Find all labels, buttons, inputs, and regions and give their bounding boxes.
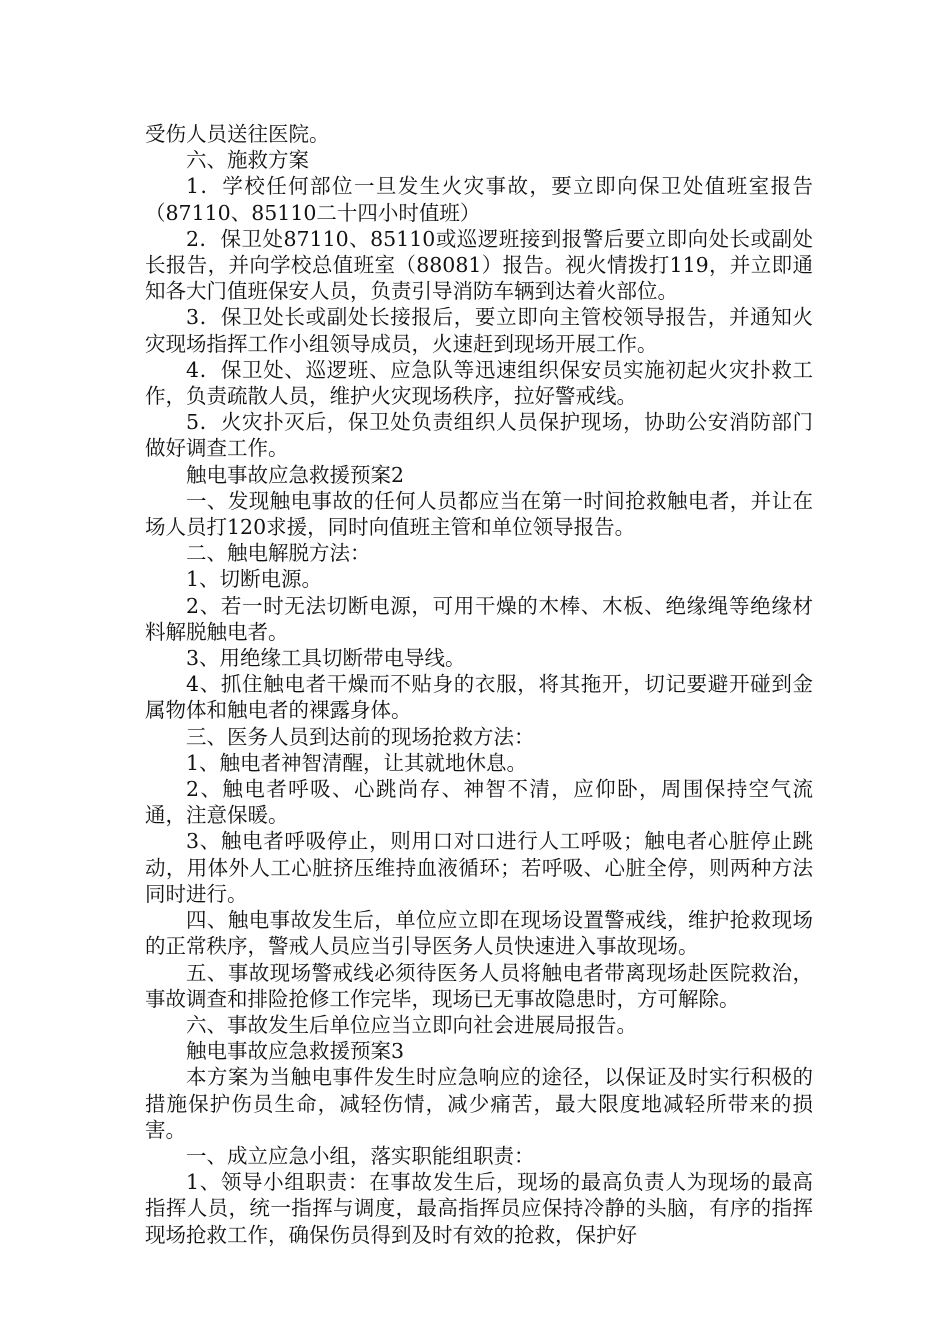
paragraph: 1、触电者神智清醒，让其就地休息。 bbox=[186, 750, 528, 775]
paragraph: 2．保卫处87110、85110或巡逻班接到报警后要立即向处长或副处长报告，并向学校总值班室（88081）报告。视火情拨打119，并立即通知各大门值班保安人员，负责引导消防车辆到达着火部位。 bbox=[145, 226, 813, 304]
paragraph: 本方案为当触电事件发生时应急响应的途径，以保证及时实行积极的措施保护伤员生命，减轻伤情，减少痛苦，最大限度地减轻所带来的损害。 bbox=[145, 1065, 813, 1142]
paragraph: 三、医务人员到达前的现场抢救方法： bbox=[186, 724, 535, 749]
paragraph: 1、领导小组职责：在事故发生后，现场的最高负责人为现场的最高指挥人员，统一指挥与调度，最高指挥员应保持冷静的头脑，有序的指挥现场抢救工作，确保伤员得到及时有效的抢救，保护好 bbox=[145, 1170, 813, 1247]
paragraph: 3、触电者呼吸停止，则用口对口进行人工呼吸；触电者心脏停止跳动，用体外人工心脏挤压维持血液循环；若呼吸、心脏全停，则两种方法同时进行。 bbox=[145, 829, 813, 906]
paragraph: 1．学校任何部位一旦发生火灾事故，要立即向保卫处值班室报告（87110、85110二十四小时值班） bbox=[145, 174, 813, 225]
paragraph: 触电事故应急救援预案2 bbox=[186, 462, 405, 487]
paragraph: 4、抓住触电者干燥而不贴身的衣服，将其拖开，切记要避开碰到金属物体和触电者的裸露身体。 bbox=[145, 672, 813, 723]
document-page bbox=[145, 121, 813, 1248]
paragraph: 一、成立应急小组，落实职能组职责： bbox=[186, 1143, 535, 1168]
paragraph: 一、发现触电事故的任何人员都应当在第一时间抢救触电者，并让在场人员打120求援，同时向值班主管和单位领导报告。 bbox=[145, 488, 813, 540]
paragraph: 六、施救方案 bbox=[186, 148, 309, 173]
paragraph: 二、触电解脱方法： bbox=[186, 541, 371, 566]
paragraph: 六、事故发生后单位应当立即向社会进展局报告。 bbox=[186, 1012, 637, 1037]
paragraph: 1、切断电源。 bbox=[186, 567, 323, 592]
paragraph: 2、触电者呼吸、心跳尚存、神智不清，应仰卧，周围保持空气流通，注意保暖。 bbox=[145, 777, 813, 828]
paragraph: 2、若一时无法切断电源，可用干燥的木棒、木板、绝缘绳等绝缘材料解脱触电者。 bbox=[145, 593, 813, 644]
paragraph: 3、用绝缘工具切断带电导线。 bbox=[186, 646, 466, 671]
paragraph: 4．保卫处、巡逻班、应急队等迅速组织保安员实施初起火灾扑救工作，负责疏散人员，维护火灾现场秩序，拉好警戒线。 bbox=[145, 357, 813, 409]
paragraph: 受伤人员送往医院。 bbox=[145, 122, 330, 146]
paragraph: 3．保卫处长或副处长接报后，要立即向主管校领导报告，并通知火灾现场指挥工作小组领导成员，火速赶到现场开展工作。 bbox=[145, 305, 813, 356]
paragraph: 5．火灾扑灭后，保卫处负责组织人员保护现场，协助公安消防部门做好调查工作。 bbox=[145, 410, 813, 461]
paragraph: 四、触电事故发生后，单位应立即在现场设置警戒线，维护抢救现场的正常秩序，警戒人员应当引导医务人员快速进入事故现场。 bbox=[145, 908, 813, 959]
paragraph: 五、事故现场警戒线必须待医务人员将触电者带离现场赴医院救治，事故调查和排险抢修工作完毕，现场已无事故隐患时，方可解除。 bbox=[145, 960, 813, 1011]
paragraph: 触电事故应急救援预案3 bbox=[186, 1039, 405, 1064]
